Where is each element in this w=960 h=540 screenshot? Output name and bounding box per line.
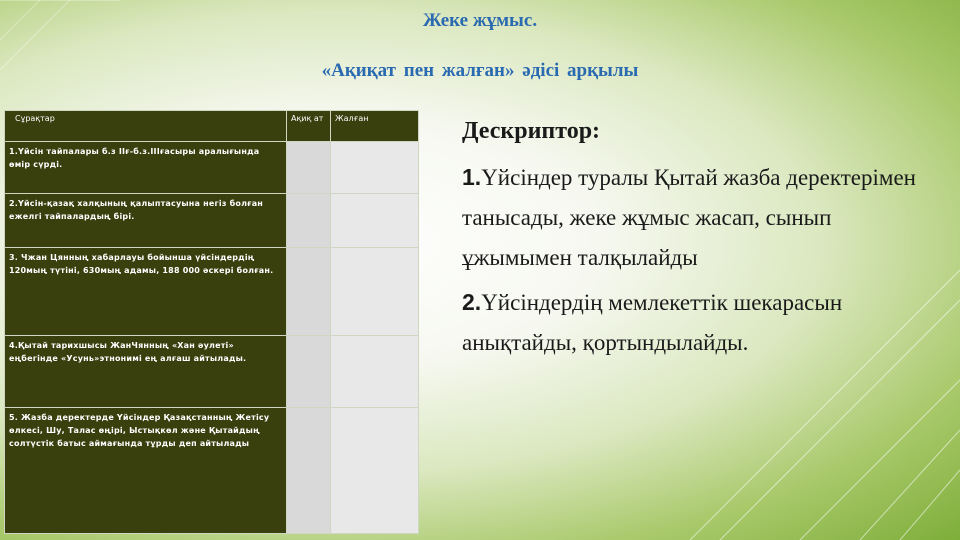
question-cell: 2.Үйсін-қазақ халқының қалыптасуына негіз болған ежелгі тайпалардың бірі. [5,194,287,248]
descriptor-item-text: Үйсіндер туралы Қытай жазба деректерімен танысады, жеке жұмыс жасап, сынып ұжымымен талқылайды [462,165,916,270]
descriptor-block [462,118,932,363]
true-answer-cell[interactable] [287,336,331,408]
descriptor-item-number: 1. [462,164,482,190]
page-subtitle: «Ақиқат пен жалған» әдісі арқылы [321,60,639,81]
table-header-row [5,111,419,142]
questions-table [4,110,419,534]
question-cell: 5. Жазба деректерде Үйсіндер Қазақстанның Жетісу өлкесі, Шу, Талас өңірі, Ыстықкөл және Қытайдың солтүстік батыс аймағында тұрды деп айтылады [5,408,287,534]
table-row [5,248,419,336]
descriptor-heading: Дескриптор: [462,118,601,144]
true-answer-cell[interactable] [287,194,331,248]
descriptor-item-number: 2. [462,289,482,315]
header-true: Ақиқ ат [287,111,331,142]
table-row [5,336,419,408]
question-cell: 1.Үйсін тайпалары б.з IIғ-б.з.IIIғасыры аралығында өмір сүрді. [5,142,287,194]
table-row [5,142,419,194]
true-answer-cell[interactable] [287,142,331,194]
false-answer-cell[interactable] [331,336,419,408]
false-answer-cell[interactable] [331,408,419,534]
false-answer-cell[interactable] [331,248,419,336]
descriptor-item-2 [462,282,932,363]
false-answer-cell[interactable] [331,142,419,194]
question-cell: 3. Чжан Цянның хабарлауы бойынша үйсіндердің 120мың түтіні, 630мың адамы, 188 000 әскері болған. [5,248,287,336]
false-answer-cell[interactable] [331,194,419,248]
descriptor-item-text: Үйсіндердің мемлекеттік шекарасын анықтайды, қортындылайды. [462,290,843,355]
descriptor-item-1 [462,157,932,278]
table-row [5,194,419,248]
question-cell: 4.Қытай тарихшысы ЖанЧянның «Хан әулеті» еңбегінде «Усунь»этнонимі ең алғаш айтылады. [5,336,287,408]
header-questions: Сұрақтар [5,111,287,142]
true-answer-cell[interactable] [287,408,331,534]
header-false: Жалған [331,111,419,142]
true-answer-cell[interactable] [287,248,331,336]
table-row [5,408,419,534]
page-title: Жеке жұмыс. [422,10,538,31]
